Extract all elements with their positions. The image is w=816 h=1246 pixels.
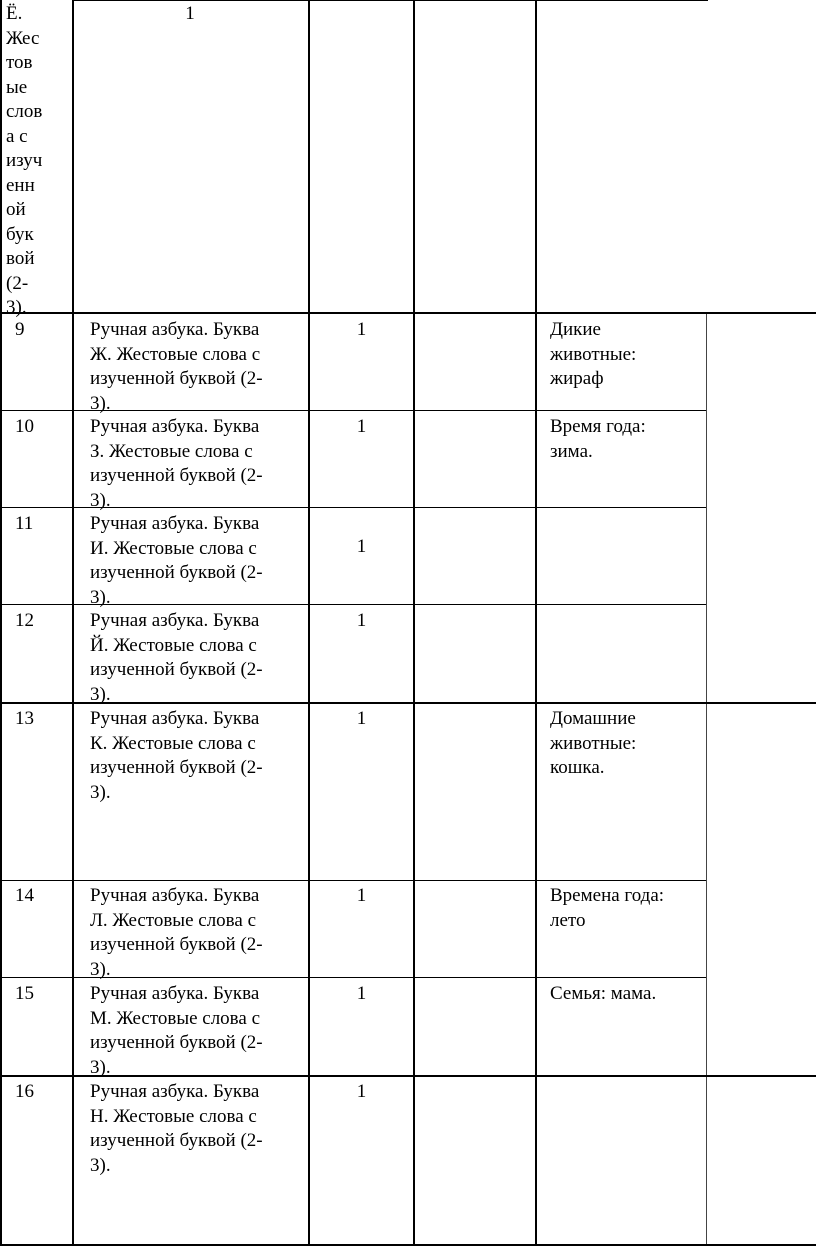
column-divider-dates [413, 0, 415, 1246]
row-number-cell: 9 [15, 319, 25, 340]
hours-cell: 1 [356, 416, 367, 437]
row-number-cell: 15 [15, 983, 34, 1004]
hours-cell: 1 [356, 1081, 367, 1102]
vocabulary-cell: Домашние животные: кошка. [550, 708, 637, 778]
topic-cell: Ручная азбука. Буква М. Жестовые слова с изученной буквой (2- 3). [90, 983, 263, 1078]
column-divider-topic [72, 0, 74, 1246]
column-divider-notes [706, 312, 707, 1246]
vocabulary-cell: Время года: зима. [550, 416, 646, 462]
row-number-cell: 14 [15, 885, 34, 906]
vocabulary-cell: Времена года: лето [550, 885, 665, 931]
topic-cell: Ручная азбука. Буква И. Жестовые слова с изученной буквой (2- 3). [90, 513, 263, 608]
hours-cell: 1 [356, 610, 367, 631]
table-top-border [72, 0, 708, 1]
row-number-cell: 13 [15, 708, 34, 729]
hours-cell: 1 [185, 3, 195, 24]
row-number-cell: 16 [15, 1081, 34, 1102]
hours-cell: 1 [356, 983, 367, 1004]
vocabulary-cell: Семья: мама. [550, 983, 657, 1004]
vocabulary-cell: Дикие животные: жираф [550, 319, 637, 389]
row-divider [0, 312, 816, 314]
row-number-cell: 12 [15, 610, 34, 631]
topic-cell: Ручная азбука. Буква З. Жестовые слова с изученной буквой (2- 3). [90, 416, 263, 511]
hours-cell: 1 [356, 708, 367, 729]
topic-cell: Ручная азбука. Буква Ж. Жестовые слова с изученной буквой (2- 3). [90, 319, 263, 414]
row-divider [0, 880, 706, 881]
table-border-left [0, 0, 2, 1246]
hours-cell: 1 [356, 885, 367, 906]
topic-cell: Ручная азбука. Буква К. Жестовые слова с изученной буквой (2- 3). [90, 708, 263, 803]
topic-cell: Ручная азбука. Буква Л. Жестовые слова с изученной буквой (2- 3). [90, 885, 263, 980]
row-number-cell: 11 [15, 513, 34, 534]
topic-cell: Ручная азбука. Буква Й. Жестовые слова с изученной буквой (2- 3). [90, 610, 263, 705]
hours-cell: 1 [356, 536, 367, 557]
column-divider-vocab [535, 0, 537, 1246]
row-number-cell: 10 [15, 416, 34, 437]
hours-cell: 1 [356, 319, 367, 340]
topic-cell: Ручная азбука. Буква Н. Жестовые слова с изученной буквой (2- 3). [90, 1081, 263, 1176]
topic-fragment-cell: Ё. Жес тов ые слов а с изуч енн ой бук вой (2- 3). [6, 3, 43, 318]
